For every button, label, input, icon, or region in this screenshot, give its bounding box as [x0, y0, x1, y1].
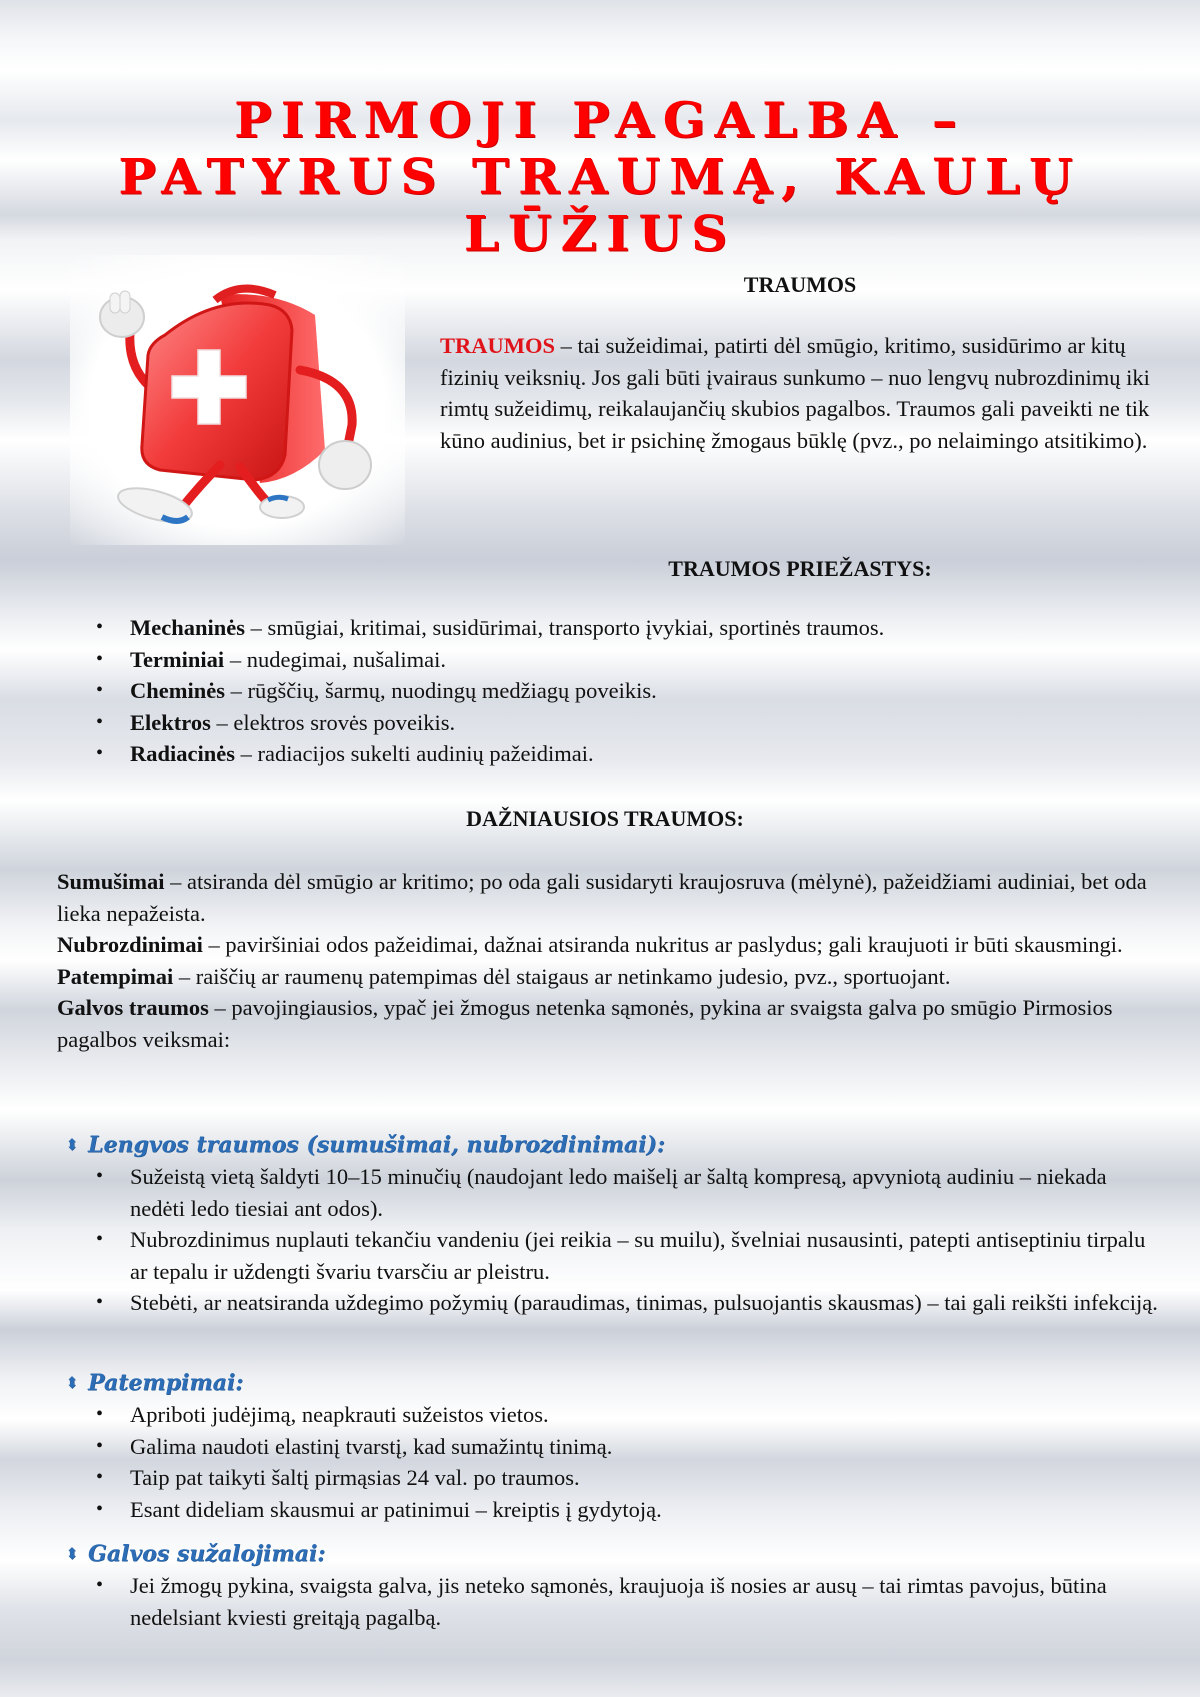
cause-text: – radiacijos sukelti audinių pažeidimai. — [235, 741, 594, 766]
common-injury-item — [57, 929, 1157, 961]
injury-term: Galvos traumos — [57, 995, 209, 1020]
list-item — [62, 707, 1152, 739]
diamond-bullet-icon: ⬍ — [65, 1135, 79, 1154]
common-injury-item — [57, 992, 1157, 1055]
injury-text: – raiščių ar raumenų patempimas dėl staigaus ar netinkamo judesio, pvz., sportuojant. — [173, 963, 951, 989]
injury-text: – atsiranda dėl smūgio ar kritimo; po oda gali susidaryti kraujosruva (mėlynė), pažeidžiami audiniai, bet oda lieka nepažeista. — [57, 869, 1147, 926]
section-heading — [62, 1129, 1162, 1161]
cause-text: – smūgiai, kritimai, susidūrimai, transporto įvykiai, sportinės traumos. — [245, 615, 885, 640]
injury-term: Sumušimai — [57, 869, 165, 894]
title-line-1: PIRMOJI PAGALBA – — [234, 90, 966, 149]
traumos-intro-text: – tai sužeidimai, patirti dėl smūgio, kritimo, susidūrimo ar kitų fizinių veiksnių. Jos gali būti įvairaus sunkumo – nuo lengvų nubrozdinimų iki rimtų sužeidimų, reikalaujančių skubios pagalbos. Traumos gali paveikti ne tik kūno audinius, bet ir psichinę žmogaus būklę (pvz., po nelaimingo atsitikimo). — [440, 333, 1150, 453]
injury-term: Nubrozdinimai — [57, 932, 203, 957]
first-aid-kit-illustration — [70, 255, 405, 545]
cause-term: Radiacinės — [130, 741, 236, 766]
injury-text: – pavojingiausios, ypač jei žmogus netenka sąmonės, pykina ar svaigsta galva po smūgio Pirmosios pagalbos veiksmai: — [57, 995, 1113, 1052]
list-item: • Jei žmogų pykina, svaigsta galva, jis neteko sąmonės, kraujuoja iš nosies ar ausų – tai rimtas pavojus, būtina nedelsiant kviesti greitąją pagalbą. — [62, 1570, 1162, 1633]
list-item: • Galima naudoti elastinį tvarstį, kad sumažintų tinimą. — [62, 1431, 1162, 1463]
title-line-3: LŪŽIUS — [463, 203, 737, 262]
section-list — [62, 1399, 1162, 1525]
list-item: • Esant dideliam skausmui ar patinimui – kreiptis į gydytoją. — [62, 1494, 1162, 1526]
list-item — [62, 644, 1152, 676]
injury-term: Patempimai — [57, 963, 174, 989]
section-list — [62, 1161, 1162, 1319]
section-heading-text: Lengvos traumos (sumušimai, nubrozdinimai): — [88, 1132, 666, 1158]
first-aid-section-light-injuries — [62, 1129, 1162, 1319]
cause-term: Terminiai — [130, 646, 225, 672]
traumos-heading: TRAUMOS — [743, 272, 857, 297]
list-item — [62, 612, 1152, 644]
causes-heading: TRAUMOS PRIEŽASTYS: — [668, 556, 932, 581]
list-item — [62, 675, 1152, 707]
first-aid-section-sprains — [62, 1367, 1162, 1525]
common-injuries-heading: DAŽNIAUSIOS TRAUMOS: — [466, 806, 744, 831]
diamond-bullet-icon: ⬍ — [65, 1373, 79, 1392]
title-line-2: PATYRUS TRAUMĄ, KAULŲ — [118, 147, 1082, 205]
list-item: • Nubrozdinimus nuplauti tekančiu vandeniu (jei reikia – su muilu), švelniai nusausinti, patepti antiseptiniu tirpalu ar tepalu ir uždengti švariu tvarsčiu ar pleistru. — [62, 1224, 1162, 1287]
common-injury-item — [57, 866, 1157, 929]
traumos-intro — [440, 330, 1160, 456]
diamond-bullet-icon: ⬍ — [65, 1544, 79, 1563]
list-item: • Apriboti judėjimą, neapkrauti sužeistos vietos. — [62, 1399, 1162, 1431]
common-injury-item — [57, 961, 1157, 993]
cause-term: Elektros — [130, 709, 211, 735]
cause-text: – elektros srovės poveikis. — [210, 709, 456, 735]
section-heading-text: Galvos sužalojimai: — [88, 1541, 326, 1567]
section-heading — [62, 1367, 1162, 1399]
first-aid-section-head-injuries — [62, 1538, 1162, 1633]
list-item: • Stebėti, ar neatsiranda uždegimo požymių (paraudimas, tinimas, pulsuojantis skausmas) – tai gali reikšti infekciją. — [62, 1287, 1162, 1319]
list-item: • Sužeistą vietą šaldyti 10–15 minučių (naudojant ledo maišelį ar šaltą kompresą, apvyniotą audiniu – niekada nedėti ledo tiesiai ant odos). — [62, 1161, 1162, 1224]
section-heading — [62, 1538, 1162, 1570]
cause-text: – nudegimai, nušalimai. — [224, 646, 447, 672]
list-item — [62, 738, 1152, 770]
list-item: • Taip pat taikyti šaltį pirmąsias 24 val. po traumos. — [62, 1462, 1162, 1494]
page-title — [40, 91, 1160, 262]
cause-term: Mechaninės — [130, 615, 245, 640]
section-heading-text: Patempimai: — [88, 1370, 244, 1396]
cause-text: – rūgščių, šarmų, nuodingų medžiagų poveikis. — [225, 678, 657, 703]
traumos-keyword: TRAUMOS — [440, 333, 556, 358]
first-aid-kit-icon — [70, 255, 405, 545]
injury-text: – paviršiniai odos pažeidimai, dažnai atsiranda nukritus ar paslydus; gali kraujuoti ir būti skausmingi. — [202, 932, 1123, 957]
causes-list — [62, 612, 1152, 770]
section-list — [62, 1570, 1162, 1633]
common-injuries-list — [57, 866, 1157, 1055]
cause-term: Cheminės — [130, 678, 225, 703]
